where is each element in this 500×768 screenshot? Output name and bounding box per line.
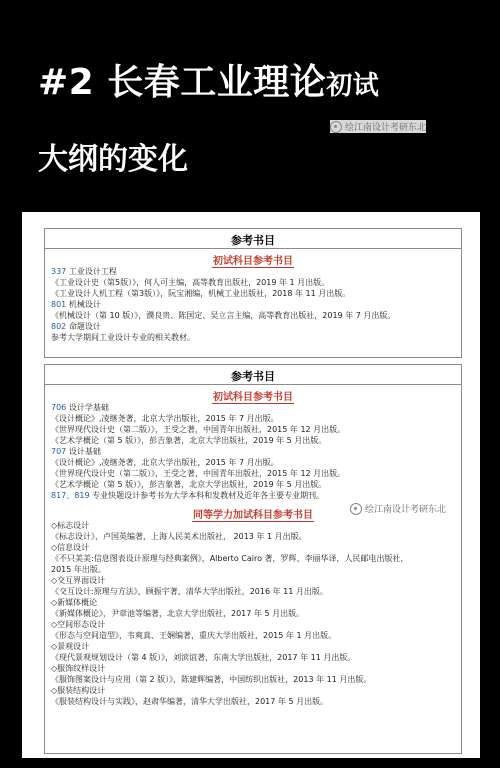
book-list-extra [45, 520, 461, 707]
wechat-icon [350, 503, 362, 515]
book-list [45, 266, 461, 343]
page-title [38, 54, 379, 105]
book-line: 《标志设计》，卢国英编著，上海人民美术出版社， 2013 年 1 月出版。 [51, 532, 307, 541]
book-line [51, 435, 455, 446]
title-suffix: 初试 [326, 71, 380, 101]
book-line: 《不只美美:信息图表设计原理与经典案例》，Alberto Cairo 著，罗辉、李丽华译，人民邮电出版社， [51, 554, 409, 563]
book-line: ◇标志设计 [51, 521, 90, 530]
book-line [51, 479, 455, 490]
book-line [51, 468, 455, 479]
book-line: ◇信息设计 [51, 543, 90, 552]
subject-code: 801 [51, 300, 67, 309]
line-text: 《艺术学概论（第 5 版）》，彭吉象著，北京大学出版社，2019 年 5 月出版。 [51, 436, 327, 445]
book-line [51, 332, 455, 343]
book-line [51, 277, 455, 288]
box-title: 参考书目 [45, 365, 461, 385]
line-text: 《工业设计人机工程（第3版）》，阮宝湘编，机械工业出版社，2018 年 11 月出版。 [51, 289, 351, 298]
subject-code: 817、819 [51, 491, 90, 500]
document-panel [22, 212, 480, 758]
title-main: #2 长春工业理论 [38, 62, 327, 103]
subject-code: 337 [51, 267, 67, 276]
book-line [51, 490, 455, 501]
book-line [51, 310, 455, 321]
line-text: 《艺术学概论（第 5 版）》，彭吉象著，北京大学出版社，2019 年 5 月出版。 [51, 480, 327, 489]
book-line: ◇服装结构设计 [51, 686, 106, 695]
line-text: 命题设计 [66, 322, 101, 331]
book-line: 《形态与空间造型》，韦爽真、王娴编著，重庆大学出版社，2015 年 1 月出版。 [51, 631, 337, 640]
watermark: 绘江南设计考研东北 [350, 502, 446, 515]
line-text: 《设计概论》,凌继尧著，北京大学出版社，2015 年 7 月出版。 [51, 414, 279, 423]
book-line [51, 413, 455, 424]
line-text: 专业快题设计参考书为大学本科和发教材及近年各主要专业期刊。 [89, 491, 325, 500]
line-text: 设计基础 [66, 447, 101, 456]
reference-box-old [44, 228, 462, 358]
subject-code: 707 [51, 447, 67, 456]
line-text: 《工业设计史（第5版）》，何人可主编，高等教育出版社，2019 年 1 月出版。 [51, 278, 330, 287]
book-line: 《新媒体概论》，尹章池等编著，北京大学出版社，2017 年 5 月出版。 [51, 609, 305, 618]
book-line: 《现代景观规划设计（第 4 版）》，刘滨谊著，东南大学出版社，2017 年 11 月出版。 [51, 653, 356, 662]
subject-code: 706 [51, 403, 67, 412]
page-subtitle: 大纲的变化 [38, 142, 188, 177]
reference-box-new [44, 364, 462, 754]
book-line [51, 424, 455, 435]
book-line: ◇新媒体概论 [51, 598, 98, 607]
book-line: ◇服饰纹样设计 [51, 664, 106, 673]
line-text: 《机械设计（第 10 版）》，濮良贵、陈国定、吴立言主编，高等教育出版社，2019 年 7 月出版。 [51, 311, 396, 320]
book-line: 《交互设计:原理与方法》，顾振宇著，清华大学出版社，2016 年 11 月出版。 [51, 587, 328, 596]
book-list [45, 402, 461, 501]
box-subtitle: 初试科目参考书目 [213, 392, 293, 403]
book-line [51, 321, 455, 332]
book-line [51, 446, 455, 457]
book-line [51, 288, 455, 299]
line-text: 机械设计 [66, 300, 101, 309]
box-title: 参考书目 [45, 229, 461, 249]
book-line: 《服饰图案设计与应用（第 2 版）》，陈建辉编著，中国纺织出版社，2013 年 11 月出版。 [51, 675, 372, 684]
line-text: 《设计概论》,凌继尧著，北京大学出版社，2015 年 7 月出版。 [51, 458, 279, 467]
book-line: ◇交互界面设计 [51, 576, 106, 585]
line-text: 《世界现代设计史（第二版）》，王受之著，中国青年出版社，2015 年 12 月出版。 [51, 425, 346, 434]
book-line: ◇景观设计 [51, 642, 90, 651]
subject-code: 802 [51, 322, 67, 331]
book-line [51, 457, 455, 468]
line-text: 工业设计工程 [66, 267, 117, 276]
book-line [51, 299, 455, 310]
book-line: 2015 年出版。 [51, 565, 106, 574]
line-text: 设计学基础 [66, 403, 109, 412]
book-line: 《服装结构设计与实践》，赵肃华编著，清华大学出版社，2017 年 5 月出版。 [51, 697, 329, 706]
watermark: 绘江南设计考研东北 [330, 120, 426, 133]
wechat-icon [330, 121, 342, 133]
book-line: ◇空间形态设计 [51, 620, 106, 629]
line-text: 参考大学期间工业设计专业的相关教材。 [51, 333, 195, 342]
box-subtitle-extra: 同等学力加试科目参考书目 [193, 510, 313, 521]
box-subtitle: 初试科目参考书目 [213, 256, 293, 267]
line-text: 《世界现代设计史（第二版）》，王受之著，中国青年出版社，2015 年 12 月出版。 [51, 469, 346, 478]
